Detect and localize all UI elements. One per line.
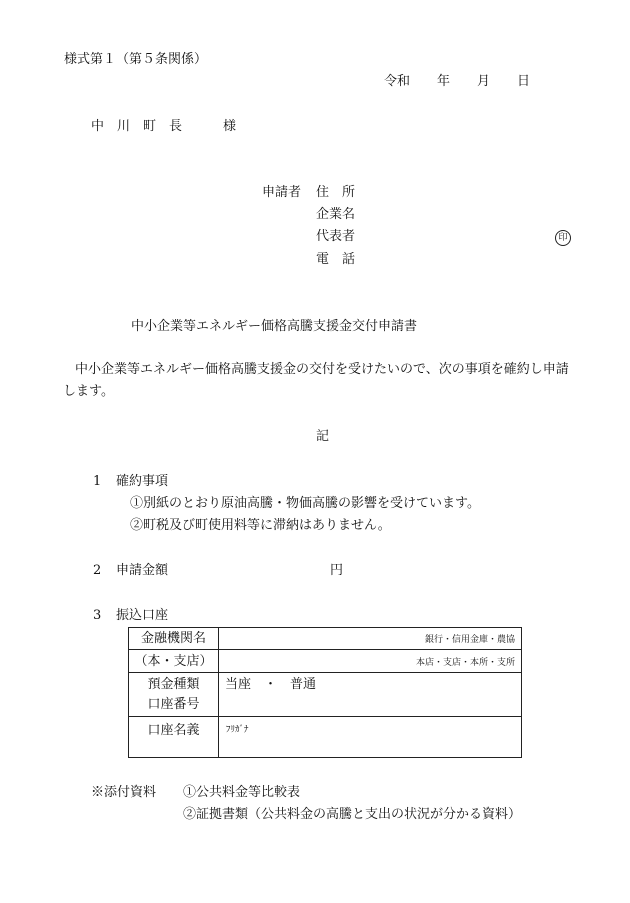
document-title: 中小企業等エネルギー価格高騰支援金交付申請書 [131, 319, 418, 334]
addressee-honorific: 様 [223, 119, 237, 134]
bank-account-table [128, 627, 522, 758]
institution-label-cell [129, 628, 219, 650]
account-number-label: 口座番号 [147, 697, 200, 712]
item1-label: 確約事項 [116, 474, 169, 489]
account-name-label: 口座名義 [147, 723, 200, 738]
item3-label: 振込口座 [116, 608, 169, 623]
item1-point-1: ①別紙のとおり原油高騰・物価高騰の影響を受けています。 [130, 496, 480, 511]
applicant-representative-label: 代表者 [316, 229, 356, 244]
item3-number: 3 [93, 608, 102, 623]
institution-types: 銀行・信用金庫・農協 [424, 635, 515, 645]
attachments-label: ※添付資料 [91, 785, 157, 800]
applicant-company-label: 企業名 [316, 207, 356, 222]
branch-input-cell[interactable] [219, 650, 522, 673]
attachment-item-1: ①公共料金等比較表 [183, 785, 301, 800]
date-year: 年 [437, 74, 451, 89]
account-name-input-cell[interactable] [219, 717, 522, 758]
branch-label: （本・支店） [134, 654, 213, 669]
date-era: 令和 [384, 74, 411, 89]
form-reference: 様式第１（第５条関係） [64, 52, 208, 67]
attachment-item-2: ②証拠書類（公共料金の高騰と支出の状況が分かる資料） [183, 807, 522, 822]
item1-number: 1 [93, 474, 102, 489]
account-type-input-cell[interactable] [219, 673, 522, 717]
item1-point-2: ②町税及び町使用料等に滞納はありません。 [130, 518, 391, 533]
account-name-label-cell [129, 717, 219, 758]
item2-unit: 円 [330, 563, 344, 578]
ki-heading: 記 [316, 429, 330, 444]
item2-number: 2 [93, 563, 102, 578]
account-type-label: 預金種類 [147, 677, 200, 692]
applicant-label: 申請者 [262, 185, 302, 200]
intro-text-line2: します。 [63, 384, 114, 399]
institution-input-cell[interactable] [219, 628, 522, 650]
date-month: 月 [477, 74, 491, 89]
intro-text-line1: 中小企業等エネルギー価格高騰支援金の交付を受けたいので、次の事項を確約し申請 [75, 362, 569, 377]
seal-mark-icon: 印 [555, 230, 571, 246]
account-type-options: 当座 ・ 普通 [225, 677, 317, 692]
applicant-phone-label: 電 話 [316, 252, 356, 267]
account-type-label-cell [129, 673, 219, 717]
addressee-name: 中 川 町 長 [91, 119, 183, 134]
institution-label: 金融機関名 [140, 631, 206, 646]
furigana-label: ﾌﾘｶﾞﾅ [226, 725, 249, 735]
branch-label-cell [129, 650, 219, 673]
date-day: 日 [517, 74, 531, 89]
item2-label: 申請金額 [116, 563, 169, 578]
branch-types: 本店・支店・本所・支所 [415, 658, 515, 668]
applicant-address-label: 住 所 [316, 185, 356, 200]
